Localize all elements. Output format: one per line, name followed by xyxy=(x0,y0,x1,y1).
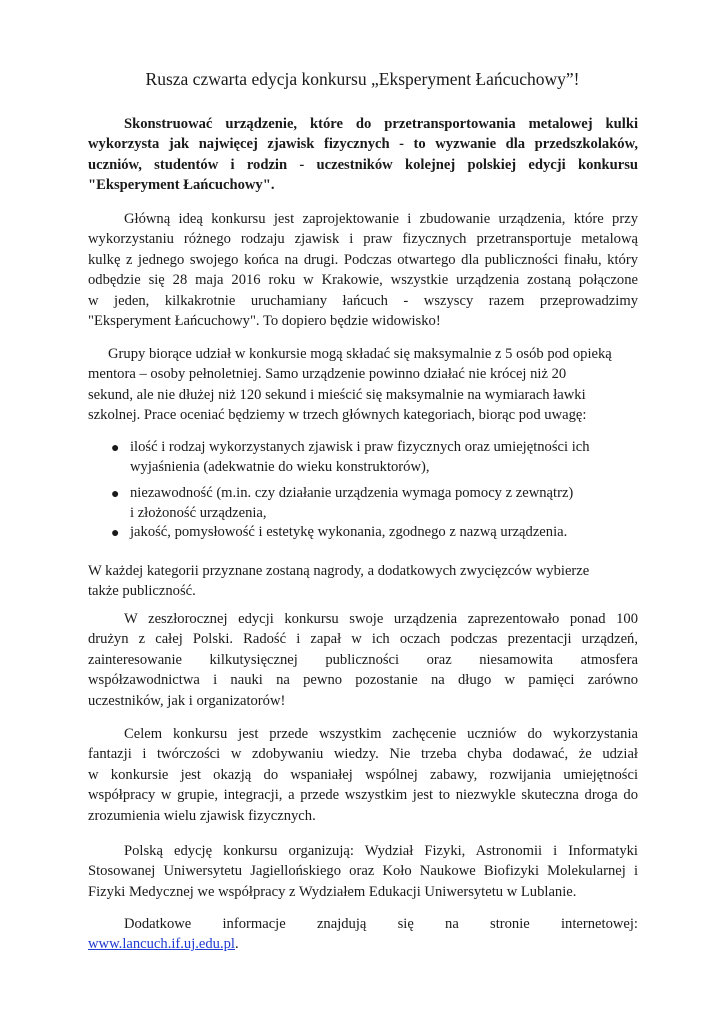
list-item xyxy=(130,437,640,478)
paragraph-line: współzawodnictwa i nauki na pewno pozostanie na długo w pamięci zarówno xyxy=(88,672,638,689)
paragraph-line: uczestników, jak i organizatorów! xyxy=(88,692,286,709)
lead-line: wykorzysta jak najwięcej zjawisk fizycznych - to wyzwanie dla przedszkolaków, xyxy=(88,136,638,153)
paragraph-line: zrozumienia wielu zjawisk fizycznych. xyxy=(88,807,316,824)
lead-line: "Eksperyment Łańcuchowy". xyxy=(88,177,275,194)
bullet-icon: ● xyxy=(111,441,120,456)
paragraph-line: mentora – osoby pełnoletniej. Samo urządzenie powinno działać nie krócej niż 20 xyxy=(88,366,567,383)
list-item-line: wyjaśnienia (adekwatnie do wieku konstruktorów), xyxy=(130,459,430,476)
paragraph-line: Polską edycję konkursu organizują: Wydział Fizyki, Astronomii i Informatyki xyxy=(124,843,638,859)
paragraph-line: w konkursie jest okazją do wspaniałej wspólnej zabawy, rozwijania umiejętności xyxy=(88,766,638,783)
paragraph-line: Stosowanej Uniwersytetu Jagiellońskiego oraz Koło Naukowe Biofizyki Molekularnej i xyxy=(88,863,638,880)
period-text: . xyxy=(234,936,239,953)
paragraph-line: wykorzystaniu różnego rodzaju zjawisk i praw fizycznych przetransportuje metalową xyxy=(88,231,638,248)
paragraph-line: sekund, ale nie dłużej niż 120 sekund i mieścić się maksymalnie na wymiarach ławki xyxy=(88,386,586,403)
paragraph-main-idea xyxy=(88,209,638,331)
list-item-line: jakość, pomysłowość i estetykę wykonania, zgodnego z nazwą urządzenia. xyxy=(130,524,568,540)
list-item xyxy=(130,522,640,542)
paragraph-line: Fizyki Medycznej we współpracy z Wydziałem Edukacji Uniwersytetu w Lublanie. xyxy=(88,883,577,900)
paragraph-prizes xyxy=(88,561,638,602)
paragraph-line: zainteresowanie kilkutysięcznej publiczności oraz niesamowita atmosfera xyxy=(88,651,638,668)
paragraph-line: Celem konkursu jest przede wszystkim zachęcenie uczniów do wykorzystania xyxy=(124,726,638,742)
list-item-line: ilość i rodzaj wykorzystanych zjawisk i praw fizycznych oraz umiejętności ich xyxy=(130,439,590,455)
paragraph-organizers xyxy=(88,841,638,902)
lead-paragraph xyxy=(88,114,638,196)
list-item-line: niezawodność (m.in. czy działanie urządzenia wymaga pomocy z zewnątrz) xyxy=(130,485,574,501)
paragraph-more-info xyxy=(88,914,638,955)
list-item xyxy=(130,483,640,524)
paragraph-groups xyxy=(88,344,638,426)
website-link[interactable]: www.lancuch.if.uj.edu.pl xyxy=(88,936,235,953)
lead-line: Skonstruować urządzenie, które do przetransportowania metalowej kulki xyxy=(124,116,638,132)
paragraph-line: w jeden, kilkakrotnie uruchamiany łańcuch - wszyscy razem przeprowadzimy xyxy=(88,292,638,309)
paragraph-line: kulkę z jednego swojego końca na drugi. Podczas otwartego dla publiczności finału, który xyxy=(88,251,638,268)
paragraph-last-edition xyxy=(88,609,638,711)
paragraph-line: Główną ideą konkursu jest zaprojektowanie i zbudowanie urządzenia, które przy xyxy=(124,211,638,227)
paragraph-line: W zeszłorocznej edycji konkursu swoje urządzenia zaprezentowało ponad 100 xyxy=(124,611,638,627)
paragraph-line: "Eksperyment Łańcuchowy". To dopiero będzie widowisko! xyxy=(88,313,441,330)
paragraph-line: szkolnej. Prace oceniać będziemy w trzech głównych kategoriach, biorąc pod uwagę: xyxy=(88,407,587,424)
paragraph-line: fantazji i twórczości w zdobywaniu wiedzy. Nie trzeba chyba dodawać, że udział xyxy=(88,746,638,763)
paragraph-line: także publiczność. xyxy=(88,583,196,600)
bullet-icon: ● xyxy=(111,487,120,502)
lead-line: uczniów, studentów i rodzin - uczestników kolejnej polskiej edycji konkursu xyxy=(88,156,638,173)
list-item-line: i złożoność urządzenia, xyxy=(130,505,267,522)
paragraph-line: współpracy w grupie, integracji, a przede wszystkim jest to niezwykle skuteczna droga do xyxy=(88,787,638,804)
paragraph-line: drużyn z całej Polski. Radość i zapał w ich oczach podczas prezentacji urządzeń, xyxy=(88,631,638,648)
paragraph-line: Grupy biorące udział w konkursie mogą składać się maksymalnie z 5 osób pod opieką xyxy=(108,346,612,362)
paragraph-line: odbędzie się 28 maja 2016 roku w Krakowie, wszystkie urządzenia zostaną połączone xyxy=(88,272,638,289)
bullet-icon: ● xyxy=(111,526,120,541)
paragraph-line xyxy=(88,934,638,954)
paragraph-goal xyxy=(88,724,638,826)
paragraph-line: W każdej kategorii przyznane zostaną nagrody, a dodatkowych zwycięzców wybierze xyxy=(88,563,590,579)
paragraph-line: Dodatkowe informacje znajdują się na stronie internetowej: xyxy=(124,916,638,932)
page-title: Rusza czwarta edycja konkursu „Eksperyment Łańcuchowy”! xyxy=(145,69,580,89)
